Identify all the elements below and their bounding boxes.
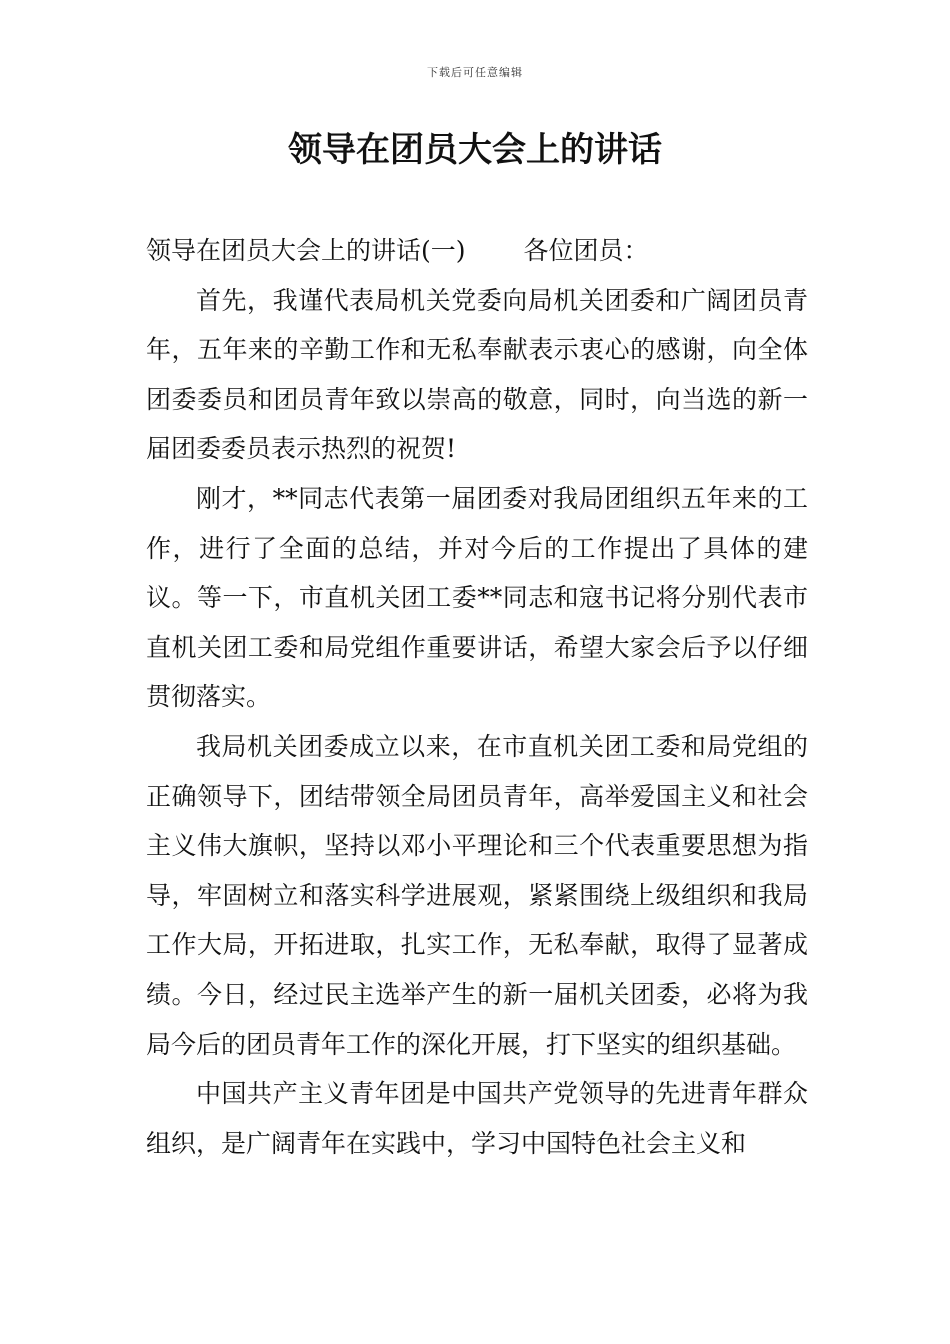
document-title: 领导在团员大会上的讲话 <box>288 130 662 170</box>
paragraph-4: 中国共产主义青年团是中国共产党领导的先进青年群众组织，是广阔青年在实践中，学习中国特色社会主义和 <box>146 1079 808 1158</box>
paragraph-1: 首先，我谨代表局机关党委向局机关团委和广阔团员青年，五年来的辛勤工作和无私奉献表示衷心的感谢，向全体团委委员和团员青年致以崇高的敬意，同时，向当选的新一届团委委员表示热烈的祝贺! <box>146 285 808 464</box>
header-note: 下载后可任意编辑 <box>427 66 523 79</box>
section-heading-line <box>146 226 808 276</box>
salutation: 各位团员： <box>523 236 649 265</box>
section-heading: 领导在团员大会上的讲话(一) <box>146 236 466 265</box>
document-body <box>146 226 808 1168</box>
paragraph-3: 我局机关团委成立以来，在市直机关团工委和局党组的正确领导下，团结带领全局团员青年，高举爱国主义和社会主义伟大旗帜，坚持以邓小平理论和三个代表重要思想为指导，牢固树立和落实科学进展观，紧紧围绕上级组织和我局工作大局，开拓进取，扎实工作，无私奉献，取得了显著成绩。今日，经过民主选举产生的新一届机关团委，必将为我局今后的团员青年工作的深化开展，打下坚实的组织基础。 <box>146 731 808 1059</box>
paragraph-2: 刚才，**同志代表第一届团委对我局团组织五年来的工作，进行了全面的总结，并对今后的工作提出了具体的建议。等一下，市直机关团工委**同志和寇书记将分别代表市直机关团工委和局党组作重要讲话，希望大家会后予以仔细贯彻落实。 <box>146 483 808 712</box>
